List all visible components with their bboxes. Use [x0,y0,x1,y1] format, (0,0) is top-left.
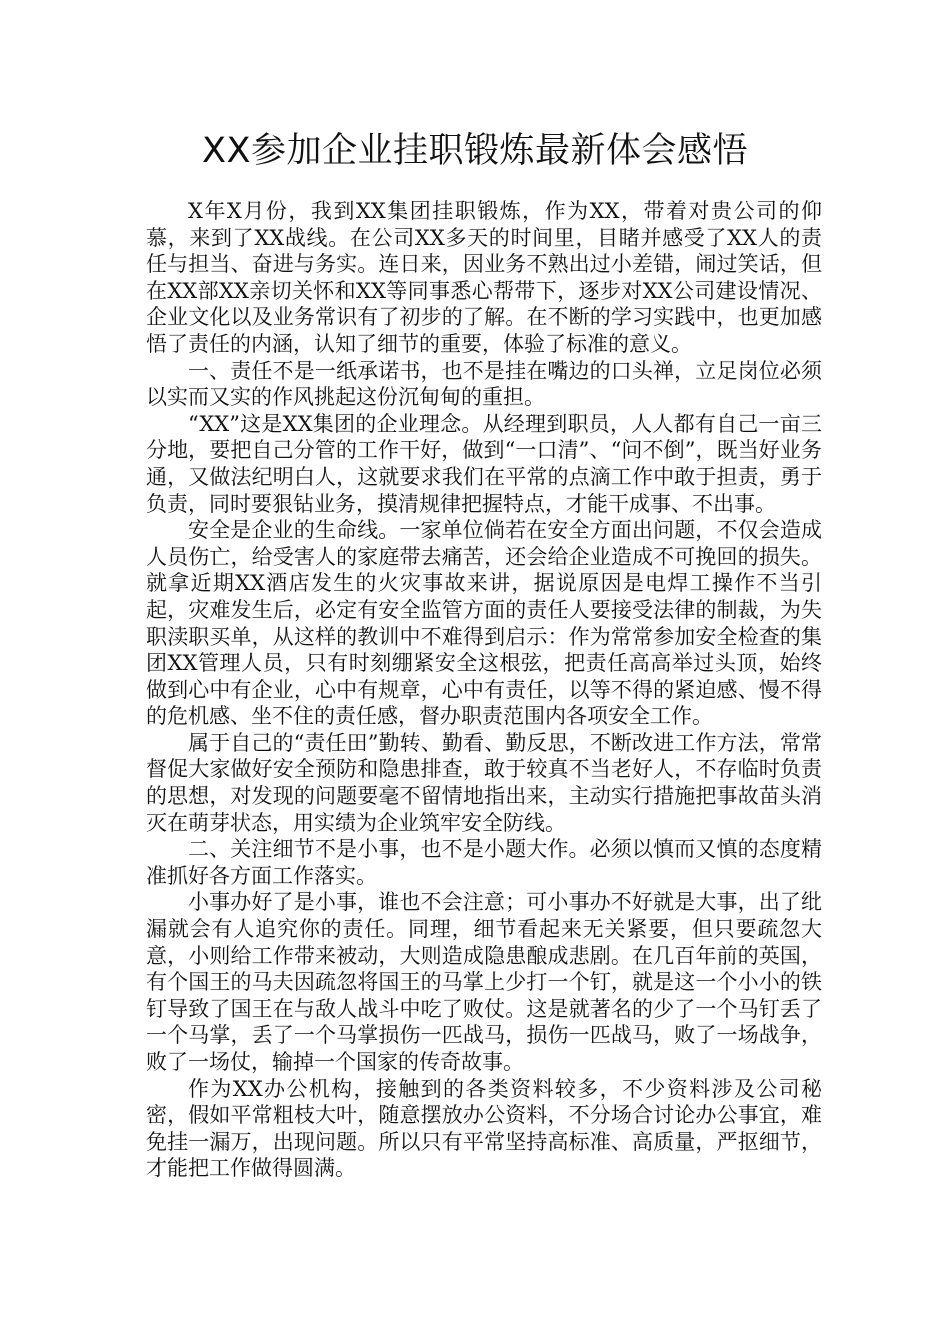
paragraph: 小事办好了是小事，谁也不会注意；可小事办不好就是大事，出了纰漏就会有人追究你的责任。同理，细节看起来无关紧要，但只要疏忽大意，小则给工作带来被动，大则造成隐患酿成悲剧。在几百年前的英国，有个国王的马夫因疏忽将国王的马掌上少打一个钉，就是这一个小小的铁钉导致了国王在与敌人战斗中吃了败仗。这是就著名的少了一个马钉丢了一个马掌，丢了一个马掌损伤一匹战马，损伤一匹战马，败了一场战争，败了一场仗，输掉一个国家的传奇故事。 [146,890,822,1074]
paragraph: 二、关注细节不是小事，也不是小题大作。必须以慎而又慎的态度精准抓好各方面工作落实。 [146,837,822,888]
paragraph: “XX”这是XX集团的企业理念。从经理到职员，人人都有自己一亩三分地，要把自己分管的工作干好，做到“一口清”、“问不倒”，既当好业务通，又做法纪明白人，这就要求我们在平常的点滴工作中敢于担责，勇于负责，同时要狠钻业务，摸清规律把握特点，才能干成事、不出事。 [146,411,822,516]
paragraph: X年X月份，我到XX集团挂职锻炼，作为XX，带着对贵公司的仰慕，来到了XX战线。在公司XX多天的时间里，目睹并感受了XX人的责任与担当、奋进与务实。连日来，因业务不熟出过小差错，闹过笑话，但在XX部XX亲切关怀和XX等同事悉心帮带下，逐步对XX公司建设情况、企业文化以及业务常识有了初步的了解。在不断的学习实践中，也更加感悟了责任的内涵，认知了细节的重要，体验了标准的意义。 [146,199,822,356]
paragraph: 作为XX办公机构，接触到的各类资料较多，不少资料涉及公司秘密，假如平常粗枝大叶，随意摆放办公资料，不分场合讨论办公事宜，难免挂一漏万，出现问题。所以只有平常坚持高标准、高质量，严抠细节，才能把工作做得圆满。 [146,1076,822,1181]
paragraph: 一、责任不是一纸承诺书，也不是挂在嘴边的口头禅，立足岗位必须以实而又实的作风挑起这份沉甸甸的重担。 [146,358,822,410]
document-title: XX参加企业挂职锻炼最新体会感悟 [202,131,748,171]
paragraph: 属于自己的“责任田”勤转、勤看、勤反思，不断改进工作方法，常常督促大家做好安全预防和隐患排查，敢于较真不当老好人，不存临时负责的思想，对发现的问题要毫不留情地指出来，主动实行措施把事故苗头消灭在萌芽状态，用实绩为企业筑牢安全防线。 [146,730,822,835]
paragraph: 安全是企业的生命线。一家单位倘若在安全方面出问题，不仅会造成人员伤亡，给受害人的家庭带去痛苦，还会给企业造成不可挽回的损失。就拿近期XX酒店发生的火灾事故来讲，据说原因是电焊工操作不当引起，灾难发生后，必定有安全监管方面的责任人要接受法律的制裁，为失职渎职买单，从这样的教训中不难得到启示：作为常常参加安全检查的集团XX管理人员，只有时刻绷紧安全这根弦，把责任高高举过头顶，始终做到心中有企业，心中有规章，心中有责任，以等不得的紧迫感、慢不得的危机感、坐不住的责任感，督办职责范围内各项安全工作。 [146,518,822,729]
document-body [146,198,822,1182]
